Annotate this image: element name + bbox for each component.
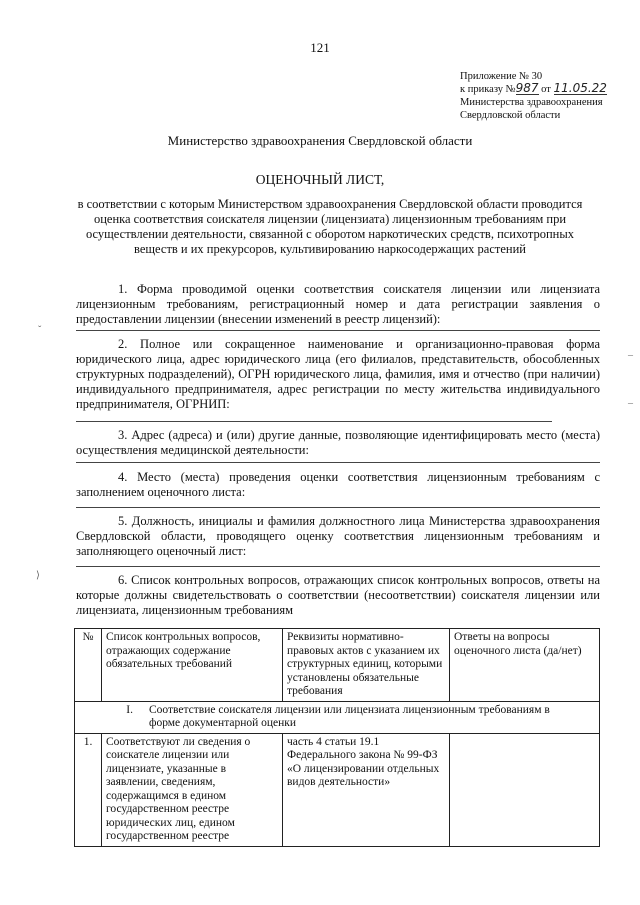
- section-cell: [75, 701, 600, 733]
- order-prefix: к приказу №: [460, 84, 516, 95]
- row-answer[interactable]: [450, 733, 600, 846]
- item-2: [76, 337, 600, 412]
- section-number: I.: [126, 703, 133, 716]
- item-3: [76, 428, 600, 458]
- item-3-text: 3. Адрес (адреса) и (или) другие данные, позволяющие идентифицировать место (места) осуществления медицинской деятельности:: [76, 428, 600, 457]
- table-section-row: [75, 701, 600, 733]
- row-number: 1.: [75, 733, 102, 846]
- section-text: Соответствие соискателя лицензии или лицензиата лицензионным требованиям в форме документарной оценки: [149, 703, 550, 729]
- scan-mark-left-bottom: ⟩: [36, 570, 40, 581]
- order-number-handwritten: 987: [515, 81, 539, 95]
- ministry-name: Министерство здравоохранения Свердловской области: [167, 133, 473, 148]
- item-4-text: 4. Место (места) проведения оценки соответствия лицензионным требованиям с заполнением оценочного листа:: [76, 470, 600, 499]
- header-answers: Ответы на вопросы оценочного листа (да/нет): [450, 629, 600, 702]
- table-row: [75, 733, 600, 846]
- item-1-text: 1. Форма проводимой оценки соответствия соискателя лицензии или лицензиата лицензионным требованиям, регистрационный номер и дата регистрации заявления о предоставлении лицензии (внесении изменений в реестр лицензий):: [76, 282, 600, 326]
- scan-mark-right-top: –: [628, 350, 633, 361]
- scan-mark-left-top: ˇ: [38, 325, 42, 336]
- header-number: №: [75, 629, 102, 702]
- item-1-fill-line[interactable]: [76, 330, 600, 331]
- appendix-line-2: [460, 83, 630, 96]
- item-3-fill-line[interactable]: [76, 462, 600, 463]
- appendix-line-4: Свердловской области: [460, 110, 561, 121]
- document-title: ОЦЕНОЧНЫЙ ЛИСТ,: [255, 172, 385, 187]
- item-1: [76, 282, 600, 327]
- order-date-prefix: от: [541, 84, 551, 95]
- row-question: Соответствуют ли сведения о соискателе лицензии или лицензиате, указанные в заявлении, сведениям, содержащимся в едином государственном реестре юридических лиц, едином государственном реестре: [102, 733, 283, 846]
- item-6: [76, 573, 600, 618]
- item-4-fill-line[interactable]: [76, 507, 600, 508]
- item-2-text: 2. Полное или сокращенное наименование и организационно-правовая форма юридического лица, адрес юридического лица (его филиалов, представительств, обособленных структурных подразделений), ОГРН юридического лица, фамилия, имя и отчество (при наличии) индивидуального предпринимателя, адрес регистрации по месту жительства индивидуального предпринимателя, ОГРНИП:: [76, 337, 600, 411]
- scan-mark-right-mid: –: [628, 398, 633, 409]
- document-subtitle: в соответствии с которым Министерством здравоохранения Свердловской области проводится оценка соответствия соискателя лицензии (лицензиата) лицензионным требованиям при осуществлении деятельности, связанной с оборотом наркотических средств, психотропных веществ и их прекурсоров, культивированию наркосодержащих растений: [77, 197, 583, 256]
- header-questions: Список контрольных вопросов, отражающих содержание обязательных требований: [102, 629, 283, 702]
- header-references: Реквизиты нормативно-правовых актов с указанием их структурных единиц, которыми установлены обязательные требования: [283, 629, 450, 702]
- item-5-fill-line[interactable]: [76, 566, 600, 567]
- checklist-table: [74, 628, 600, 847]
- appendix-line-3: Министерства здравоохранения: [460, 97, 603, 108]
- item-2-fill-line[interactable]: [76, 421, 552, 422]
- appendix-block: [460, 70, 630, 122]
- item-5: [76, 514, 600, 559]
- order-date-handwritten: 11.05.22: [553, 81, 607, 95]
- item-5-text: 5. Должность, инициалы и фамилия должностного лица Министерства здравоохранения Свердловской области, проводящего оценку соответствия лицензионным требованиям и заполняющего оценочный лист:: [76, 514, 600, 558]
- item-6-text: 6. Список контрольных вопросов, отражающих список контрольных вопросов, ответы на которые должны свидетельствовать о соответствии (несоответствии) соискателя лицензии или лицензиата, лицензионным требованиям: [76, 573, 600, 617]
- table-header-row: [75, 629, 600, 702]
- page-number: 121: [310, 40, 330, 55]
- appendix-line-1: Приложение № 30: [460, 71, 543, 82]
- item-4: [76, 470, 600, 500]
- row-reference: часть 4 статьи 19.1 Федерального закона № 99-ФЗ «О лицензировании отдельных видов деятельности»: [283, 733, 450, 846]
